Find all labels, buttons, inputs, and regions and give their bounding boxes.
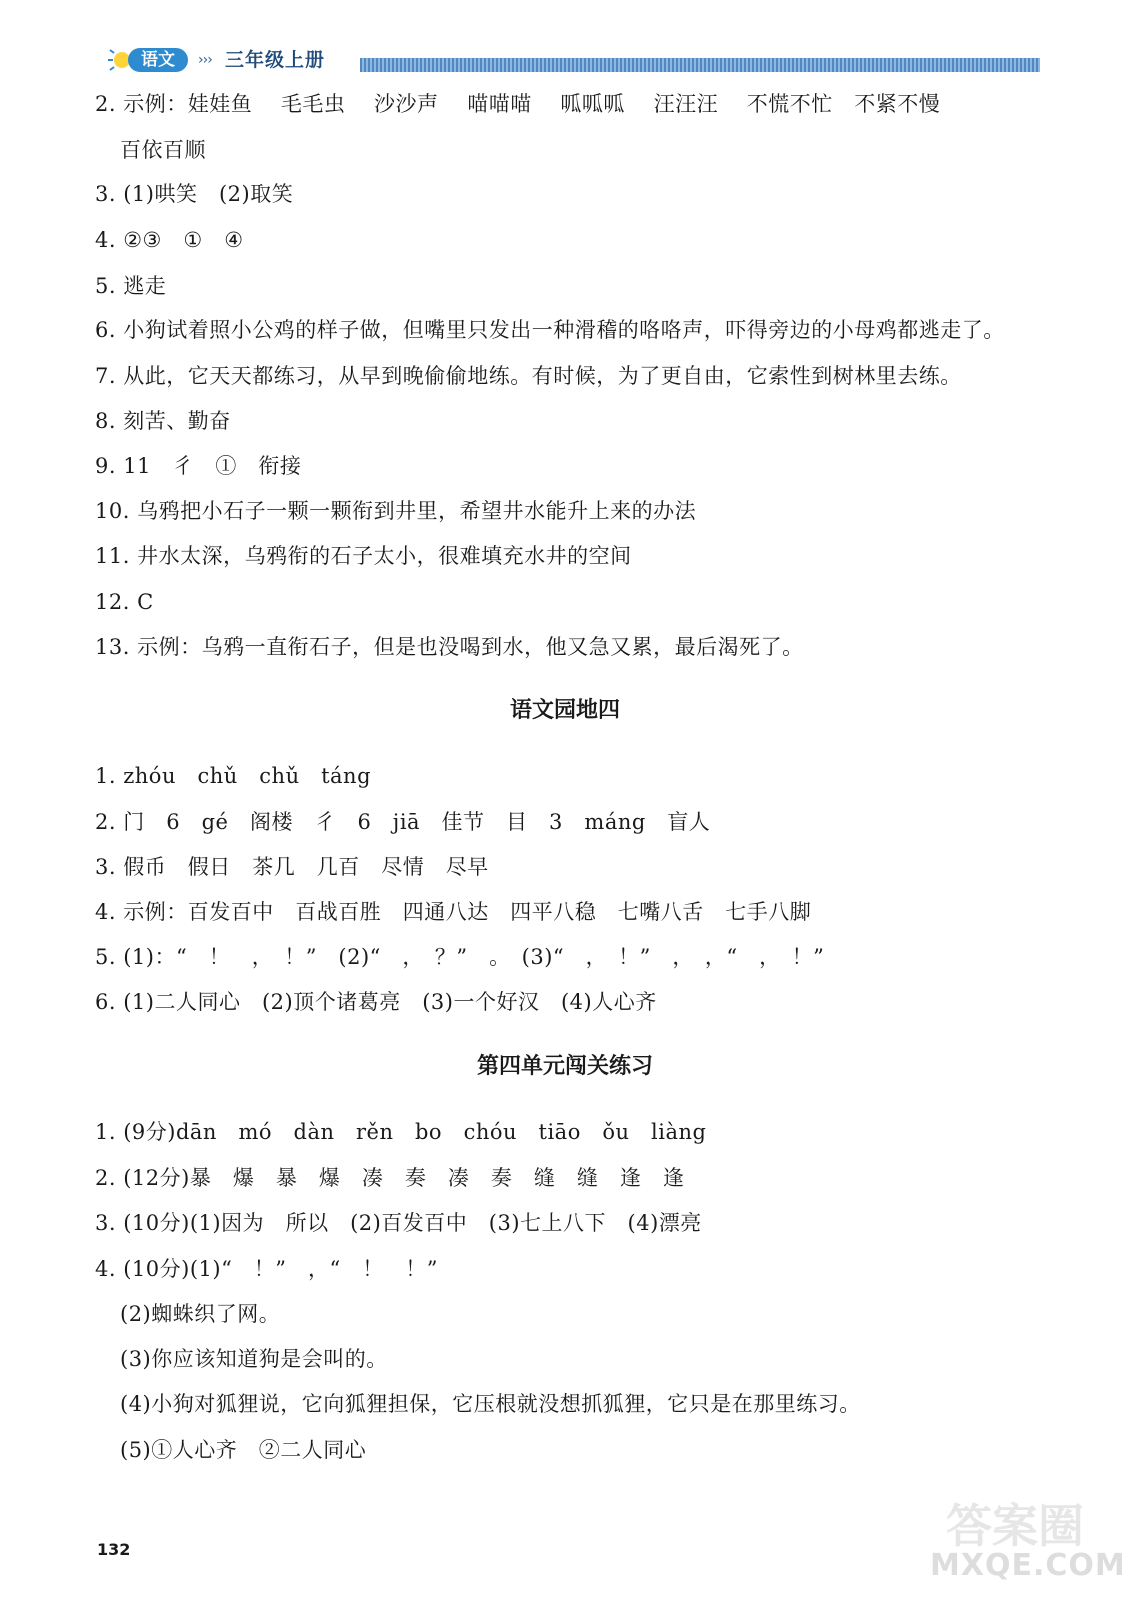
answer-line: 6. (1)二人同心 (2)顶个诸葛亮 (3)一个好汉 (4)人心齐 — [95, 990, 657, 1014]
answer-line: (2)蜘蛛织了网。 — [120, 1302, 281, 1326]
section-title: 语文园地四 — [509, 698, 620, 723]
answer-line: 2. (12分)暴 爆 暴 爆 凑 奏 凑 奏 缝 缝 逢 逢 — [95, 1166, 685, 1190]
header-rule — [360, 58, 1040, 72]
answer-line: 6. 小狗试着照小公鸡的样子做，但嘴里只发出一种滑稽的咯咯声，吓得旁边的小母鸡都逃走了。 — [95, 318, 1005, 342]
answer-line: 3. 假币 假日 茶几 几百 尽情 尽早 — [95, 855, 489, 879]
answer-line: 3. (1)哄笑 (2)取笑 — [95, 182, 294, 206]
answer-line: 2. 示例：娃娃鱼 毛毛虫 沙沙声 喵喵喵 呱呱呱 汪汪汪 不慌不忙 不紧不慢 — [95, 92, 941, 116]
answer-line: 1. (9分)dān mó dàn rěn bo chóu tiāo ǒu liàng — [95, 1120, 707, 1144]
answer-line: 百依百顺 — [120, 138, 206, 162]
answer-line: 4. (10分)(1)“ ！” ，“ ！ ！” — [95, 1257, 439, 1281]
watermark — [930, 1490, 1126, 1590]
watermark-logo: 答案圈 — [946, 1499, 1084, 1553]
answer-line: 5. (1)：“ ！ ， ！” (2)“ ， ？” 。 (3)“ ， ！” ， ，“ ， ！” — [95, 945, 825, 969]
section-title: 第四单元闯关练习 — [476, 1054, 653, 1079]
page-number: 132 — [97, 1540, 131, 1559]
answer-line: 12. C — [95, 590, 154, 614]
answer-line: 4. 示例：百发百中 百战百胜 四通八达 四平八稳 七嘴八舌 七手八脚 — [95, 900, 812, 924]
page-header — [90, 40, 1040, 80]
answer-line: (3)你应该知道狗是会叫的。 — [120, 1347, 388, 1371]
answer-line: 1. zhóu chǔ chǔ táng — [95, 764, 372, 788]
answer-line: 7. 从此，它天天都练习，从早到晚偷偷地练。有时候，为了更自由，它索性到树林里去练。 — [95, 364, 962, 388]
chevron-right-icon: ››› — [198, 52, 212, 68]
answer-line: 8. 刻苦、勤奋 — [95, 409, 231, 433]
answer-line: 13. 示例：乌鸦一直衔石子，但是也没喝到水，他又急又累，最后渴死了。 — [95, 635, 804, 659]
answer-line: 3. (10分)(1)因为 所以 (2)百发百中 (3)七上八下 (4)漂亮 — [95, 1211, 702, 1235]
answer-line: 5. 逃走 — [95, 274, 167, 298]
answer-line: 2. 门 6 gé 阁楼 彳 6 jiā 佳节 目 3 máng 盲人 — [95, 810, 711, 834]
watermark-url: MXQE.COM — [930, 1548, 1126, 1583]
answer-line: (5)①人心齐 ②二人同心 — [120, 1438, 367, 1462]
answer-line: 10. 乌鸦把小石子一颗一颗衔到井里，希望井水能升上来的办法 — [95, 499, 697, 523]
answer-line: 11. 井水太深，乌鸦衔的石子太小，很难填充水井的空间 — [95, 544, 632, 568]
answer-line: 9. 11 彳 ① 衔接 — [95, 454, 302, 478]
grade-label: 三年级上册 — [225, 49, 326, 71]
answer-line: (4)小狗对狐狸说，它向狐狸担保，它压根就没想抓狐狸，它只是在那里练习。 — [120, 1392, 861, 1416]
answer-line: 4. ②③ ① ④ — [95, 228, 244, 252]
sun-icon — [108, 44, 130, 76]
subject-badge: 语文 — [128, 48, 188, 72]
